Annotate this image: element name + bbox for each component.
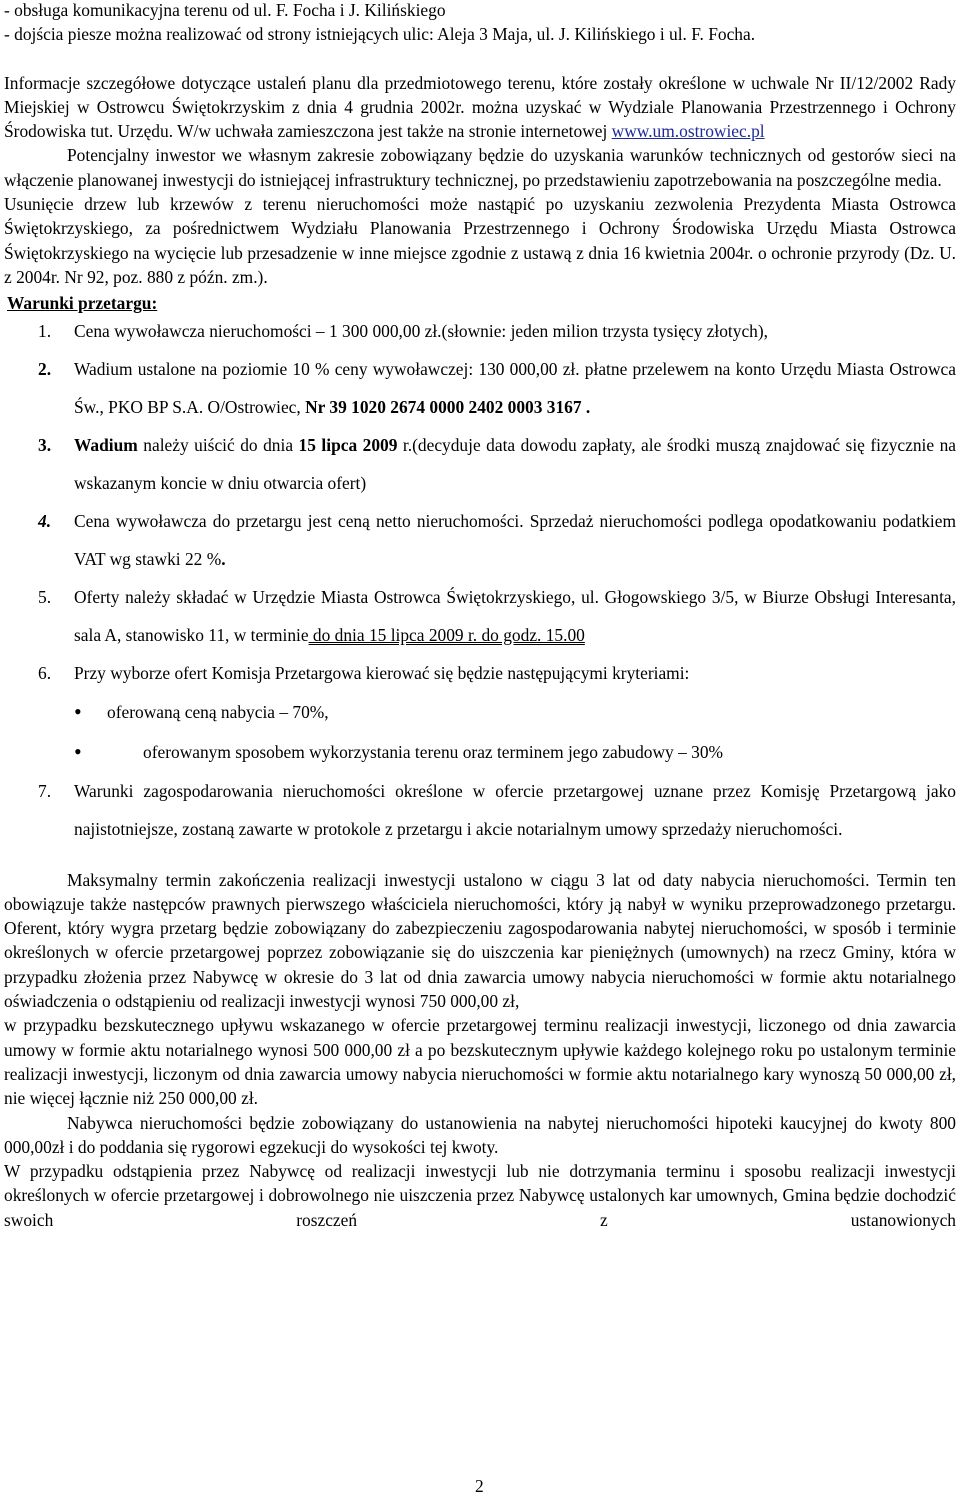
criteria-list (4, 692, 956, 772)
condition-item (4, 578, 956, 654)
intro-line: - dojścia piesze można realizować od strony istniejących ulic: Aleja 3 Maja, ul. J. Kilińskiego i ul. F. Focha. (4, 24, 756, 45)
deadline-paragraph-continued: w przypadku bezskutecznego upływu wskazanego w ofercie przetargowej terminu realizacji inwestycji, liczonego od dnia zawarcia umowy w formie aktu notarialnego wynosi 500 000,00 zł a po bezskutecznym upływie każdego kolejnego roku po ustalonym terminie realizacji inwestycji, liczonym od dnia zawarcia umowy nabycia nieruchomości w formie aktu notarialnego kary wynoszą 50 000,00 zł, nie więcej łącznie niż 250 000,00 zł. (4, 1015, 956, 1109)
condition-number: 5. (38, 586, 52, 607)
withdrawal-paragraph: W przypadku odstąpienia przez Nabywcę od realizacji inwestycji lub nie dotrzymania terminu i sposobu realizacji inwestycji określonych w ofercie przetargowej i dobrowolnego nie uiszczenia przez Nabywcę ustalonych kar umownych, Gmina będzie dochodzić swoich roszczeń z ustanowionych (4, 1161, 956, 1230)
conditions-heading: Warunki przetargu: (7, 293, 158, 314)
deposit-date: 15 lipca 2009 (298, 434, 398, 455)
condition-item (4, 426, 956, 502)
investor-paragraph: Potencjalny inwestor we własnym zakresie zobowiązany będzie do uzyskania warunków technicznych od gestorów sieci na włączenie planowanej inwestycji do istniejącej infrastruktury technicznej, po przedstawieniu zapotrzebowania na poszczególne media. (4, 145, 956, 190)
intro-line: - obsługa komunikacyjna terenu od ul. F. Focha i J. Kilińskiego (4, 0, 446, 20)
condition-item (4, 312, 956, 350)
conditions-list-continued (4, 772, 956, 848)
condition-text: r.(decyduje data dowodu zapłaty, ale środki muszą znajdować się fizycznie na wskazanym koncie w dniu otwarcia ofert) (74, 434, 956, 493)
criteria-text: oferowanym sposobem wykorzystania terenu oraz terminem jego zabudowy – 30% (143, 741, 723, 762)
website-link[interactable]: www.um.ostrowiec.pl (611, 121, 765, 142)
condition-number: 1. (38, 320, 52, 341)
criteria-text: oferowaną ceną nabycia – 70%, (107, 701, 329, 722)
info-paragraph (4, 71, 956, 144)
condition-item (4, 772, 956, 848)
condition-item (4, 350, 956, 426)
condition-text: Oferty należy składać w Urzędzie Miasta Ostrowca Świętokrzyskiego, ul. Głogowskiego 3/5, w Biurze Obsługi Interesanta, sala A, stanowisko 11, w terminie (74, 586, 956, 645)
document-page (4, 0, 956, 1232)
condition-number: 3. (38, 434, 52, 455)
mortgage-paragraph: Nabywca nieruchomości będzie zobowiązany do ustanowienia na nabytej nieruchomości hipoteki kaucyjnej do kwoty 800 000,00zł i do poddania się rygorowi egzekucji do wysokości tej kwoty. (4, 1112, 956, 1157)
condition-number: 7. (38, 780, 52, 801)
criteria-item (4, 732, 956, 772)
condition-text: Wadium ustalone na poziomie 10 % ceny wywoławczej: 130 000,00 zł. płatne przelewem na konto Urzędu Miasta Ostrowca Św., PKO BP S.A. O/Ostrowiec, (74, 358, 956, 417)
condition-bold: Wadium (74, 434, 138, 455)
condition-text: Cena wywoławcza nieruchomości – 1 300 000,00 zł.(słownie: jeden milion trzysta tysięcy złotych), (74, 320, 768, 341)
condition-text: należy uiścić do dnia (137, 434, 299, 455)
trees-paragraph: Usunięcie drzew lub krzewów z terenu nieruchomości może nastąpić po uzyskaniu zezwolenia Prezydenta Miasta Ostrowca Świętokrzyskiego, za pośrednictwem Wydziału Planowania Przestrzennego i Ochrony Środowiska Urzędu Miasta Ostrowca Świętokrzyskiego na wycięcie lub przesadzenie w inne miejsce zgodnie z ustawą z dnia 16 kwietnia 2004r. o ochronie przyrody (Dz. U. z 2004r. Nr 92, poz. 880 z późn. zm.). (4, 194, 956, 287)
info-text: Informacje szczegółowe dotyczące ustaleń planu dla przedmiotowego terenu, które zostały określone w uchwale Nr II/12/2002 Rady Miejskiej w Ostrowcu Świętokrzyskim z dnia 4 grudnia 2002r. można uzyskać w Wydziale Planowania Przestrzennego i Ochrony Środowiska tut. Urzędu. W/w uchwała zamieszczona jest także na stronie internetowej (4, 72, 956, 142)
bank-account-number: Nr 39 1020 2674 0000 2402 0003 3167 . (305, 396, 591, 417)
conditions-list (4, 312, 956, 692)
condition-text: Cena wywoławcza do przetargu jest ceną netto nieruchomości. Sprzedaż nieruchomości podlega opodatkowaniu podatkiem VAT wg stawki 22 % (74, 510, 956, 569)
bullet-icon: • (74, 698, 82, 724)
condition-number: 6. (38, 662, 52, 683)
condition-item (4, 654, 956, 692)
condition-number: 2. (38, 358, 52, 379)
condition-item (4, 502, 956, 578)
offer-deadline: do dnia 15 lipca 2009 r. do godz. 15.00 (308, 624, 585, 645)
condition-text: Przy wyborze ofert Komisja Przetargowa kierować się będzie następującymi kryteriami: (74, 662, 690, 683)
bullet-icon: • (74, 738, 82, 764)
deadline-paragraph: Maksymalny termin zakończenia realizacji inwestycji ustalono w ciągu 3 lat od daty nabycia nieruchomości. Termin ten obowiązuje także następców prawnych pierwszego właściciela nieruchomości, który ją nabył w wyniku przeprowadzonego przetargu. Oferent, który wygra przetarg będzie zobowiązany do zabezpieczeniu zagospodarowania nabytej nieruchomości, w sposób i terminie określonych w ofercie przetargowej poprzez zobowiązanie się do uiszczenia kar pieniężnych (umownych) na rzecz Gminy, która w przypadku złożenia przez Nabywcę w okresie do 3 lat od dnia zawarcia umowy nabycia nieruchomości w formie aktu notarialnego oświadczenia o odstąpieniu od realizacji inwestycji wynosi 750 000,00 zł, (4, 869, 956, 1012)
condition-number: 4. (38, 510, 52, 531)
condition-bold: . (221, 548, 226, 569)
criteria-item (4, 692, 956, 732)
page-number: 2 (475, 1476, 484, 1496)
condition-text: Warunki zagospodarowania nieruchomości określone w ofercie przetargowej uznane przez Komisję Przetargową jako najistotniejsze, zostaną zawarte w protokole z przetargu i akcie notarialnym umowy sprzedaży nieruchomości. (74, 780, 956, 839)
